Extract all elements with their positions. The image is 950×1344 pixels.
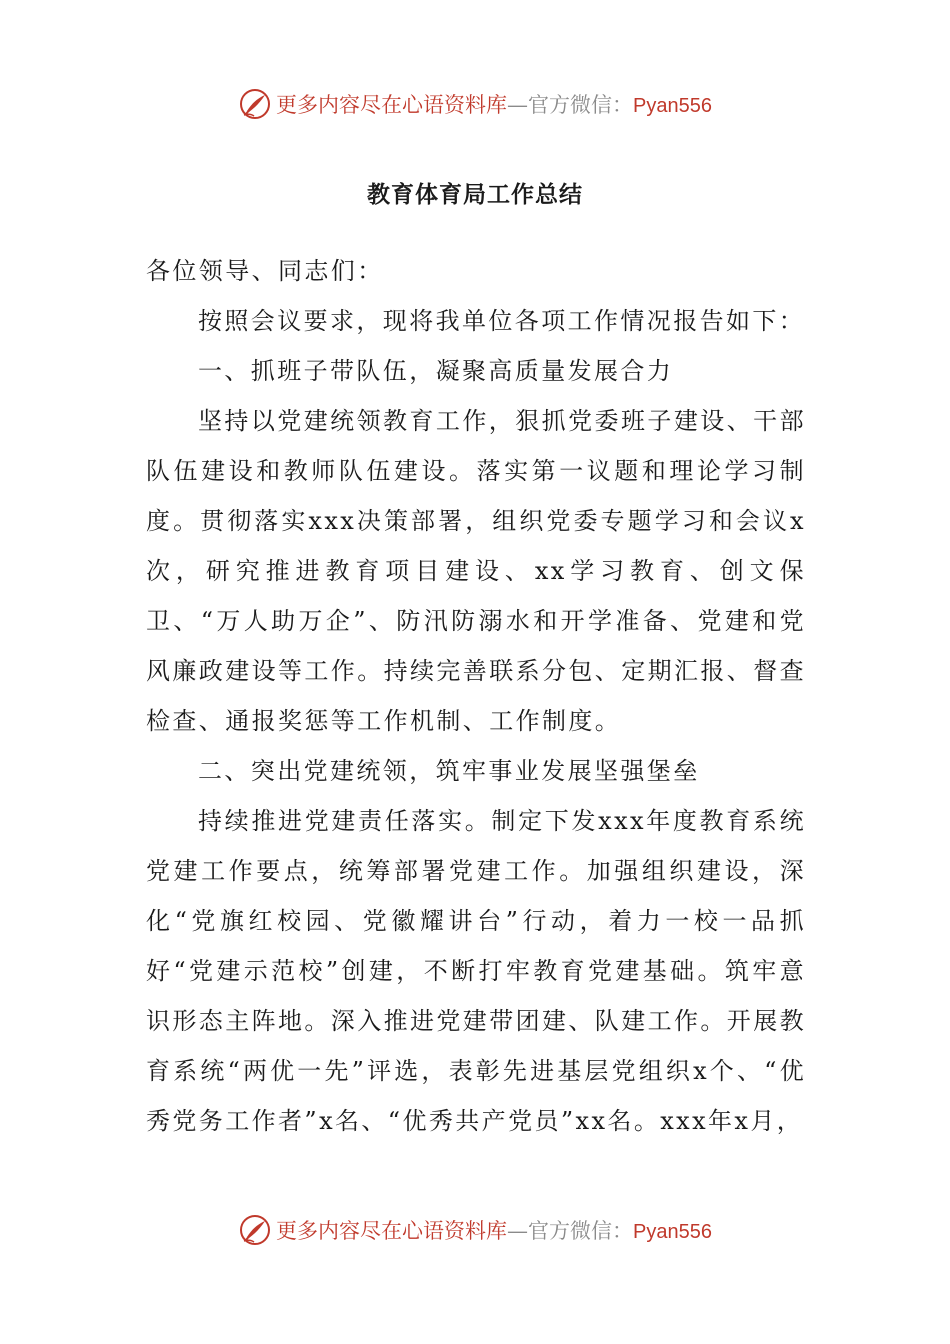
watermark-text-red: 更多内容尽在心语资料库	[276, 1219, 508, 1243]
quill-logo-icon	[238, 87, 272, 121]
watermark-account: Pyan556	[633, 95, 712, 117]
watermark-banner-bottom	[0, 1210, 950, 1250]
section-heading-2: 二、突出党建统领，筑牢事业发展坚强堡垒	[198, 757, 700, 785]
watermark-text-red: 更多内容尽在心语资料库	[276, 93, 508, 117]
section-1-paragraph: 坚持以党建统领教育工作，狠抓党委班子建设、干部队伍建设和教师队伍建设。落实第一议题和理论学习制度。贯彻落实xxx决策部署，组织党委专题学习和会议x次，研究推进教育项目建设、xx学习教育、创文保卫、“万人助万企”、防汛防溺水和开学准备、党建和党风廉政建设等工作。持续完善联系分包、定期汇报、督查检查、通报奖惩等工作机制、工作制度。	[146, 407, 806, 735]
salutation: 各位领导、同志们：	[146, 257, 384, 285]
watermark-text-gray: 官方微信：	[528, 1219, 634, 1243]
document-body	[146, 246, 806, 1146]
watermark-dash: —	[507, 1219, 529, 1243]
watermark-account: Pyan556	[633, 1221, 712, 1243]
watermark-text-gray: 官方微信：	[528, 93, 634, 117]
watermark-banner-top	[0, 84, 950, 124]
section-2-paragraph: 持续推进党建责任落实。制定下发xxx年度教育系统党建工作要点，统筹部署党建工作。加强组织建设，深化“党旗红校园、党徽耀讲台”行动，着力一校一品抓好“党建示范校”创建，不断打牢教育党建基础。筑牢意识形态主阵地。深入推进党建带团建、队建工作。开展教育系统“两优一先”评选，表彰先进基层党组织x个、“优秀党务工作者”x名、“优秀共产党员”xx名。xxx年x月，	[146, 807, 806, 1135]
document-title: 教育体育局工作总结	[367, 181, 583, 208]
section-heading-1: 一、抓班子带队伍，凝聚高质量发展合力	[198, 357, 674, 385]
intro-paragraph: 按照会议要求，现将我单位各项工作情况报告如下：	[198, 307, 806, 335]
quill-logo-icon	[238, 1213, 272, 1247]
watermark-dash: —	[507, 93, 529, 117]
